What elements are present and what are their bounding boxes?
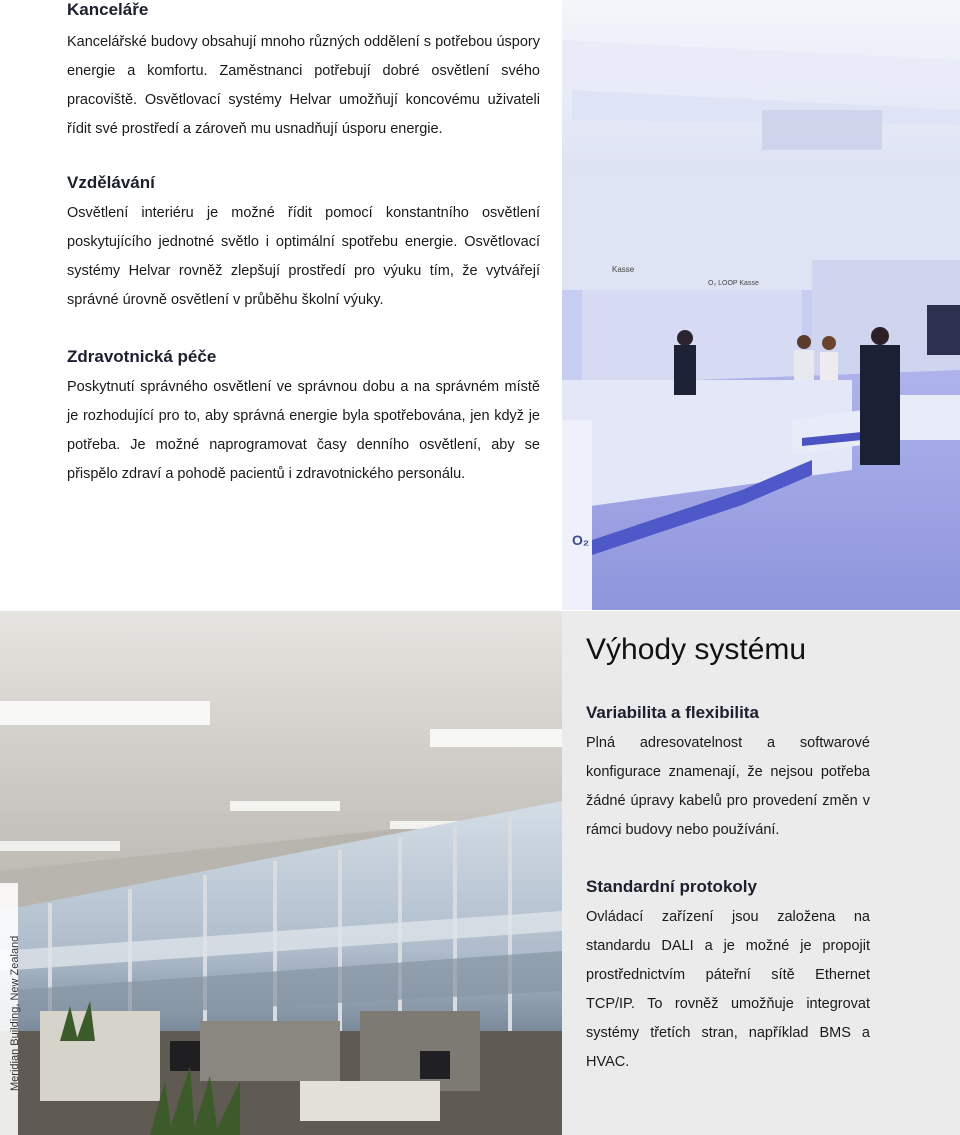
benefit-title: Variabilita a flexibilita [586,703,759,722]
section-education [67,173,540,315]
store-sign-loop-kasse: O₂ LOOP Kasse [708,280,759,287]
section-text: Osvětlení interiéru je možné řídit pomocí konstantního osvětlení poskytujícího jednotné světlo i optimální spotřebu energie. Osvětlovací systémy Helvar rovněž zlepšují prostředí pro výuku tím, že vytvářejí správné úrovně osvětlení v průběhu školní výuky. [67,205,540,308]
section-healthcare [67,347,540,489]
benefit-text: Plná adresovatelnost a softwarové konfigurace znamenají, že nejsou potřeba žádné úpravy kabelů pro provedení změn v rámci budovy nebo používání. [586,735,870,838]
benefit-text: Ovládací zařízení jsou založena na standardu DALI a je možné je propojit prostřednictvím páteřní sítě Ethernet TCP/IP. To rovněž umožňuje integrovat systémy třetích stran, například BMS a HVAC. [586,909,870,1070]
benefits-panel [562,611,960,1135]
benefit-protocols [586,877,870,1077]
section-text: Poskytnutí správného osvětlení ve správnou dobu a na správném místě je rozhodující pro to, aby správná energie byla spotřebována, jen když je potřeba. Je možné naprogramovat časy denního osvětlení, aby se přispělo zdraví a pohodě pacientů i zdravotnického personálu. [67,379,540,482]
section-title: Zdravotnická péče [67,347,217,366]
benefit-variability [586,703,870,845]
section-text: Kancelářské budovy obsahují mnoho různých oddělení s potřebou úspory energie a komfortu. Zaměstnanci potřebují dobré osvětlení svého pracoviště. Osvětlovací systémy Helvar umožňují koncovému uživateli řídit své prostředí a zároveň mu usnadňují úsporu energie. [67,34,540,137]
photo-caption: Meridian Building, New Zealand [9,935,21,1091]
store-interior-photo [562,0,960,610]
section-title: Vzdělávání [67,173,155,192]
office-interior-photo [0,611,562,1135]
store-sign-o2: O₂ [572,532,590,548]
benefits-title: Výhody systému [586,633,807,666]
section-title: Kanceláře [67,0,149,19]
store-sign-kasse: Kasse [612,265,635,274]
benefit-title: Standardní protokoly [586,877,757,896]
section-offices [67,0,540,144]
